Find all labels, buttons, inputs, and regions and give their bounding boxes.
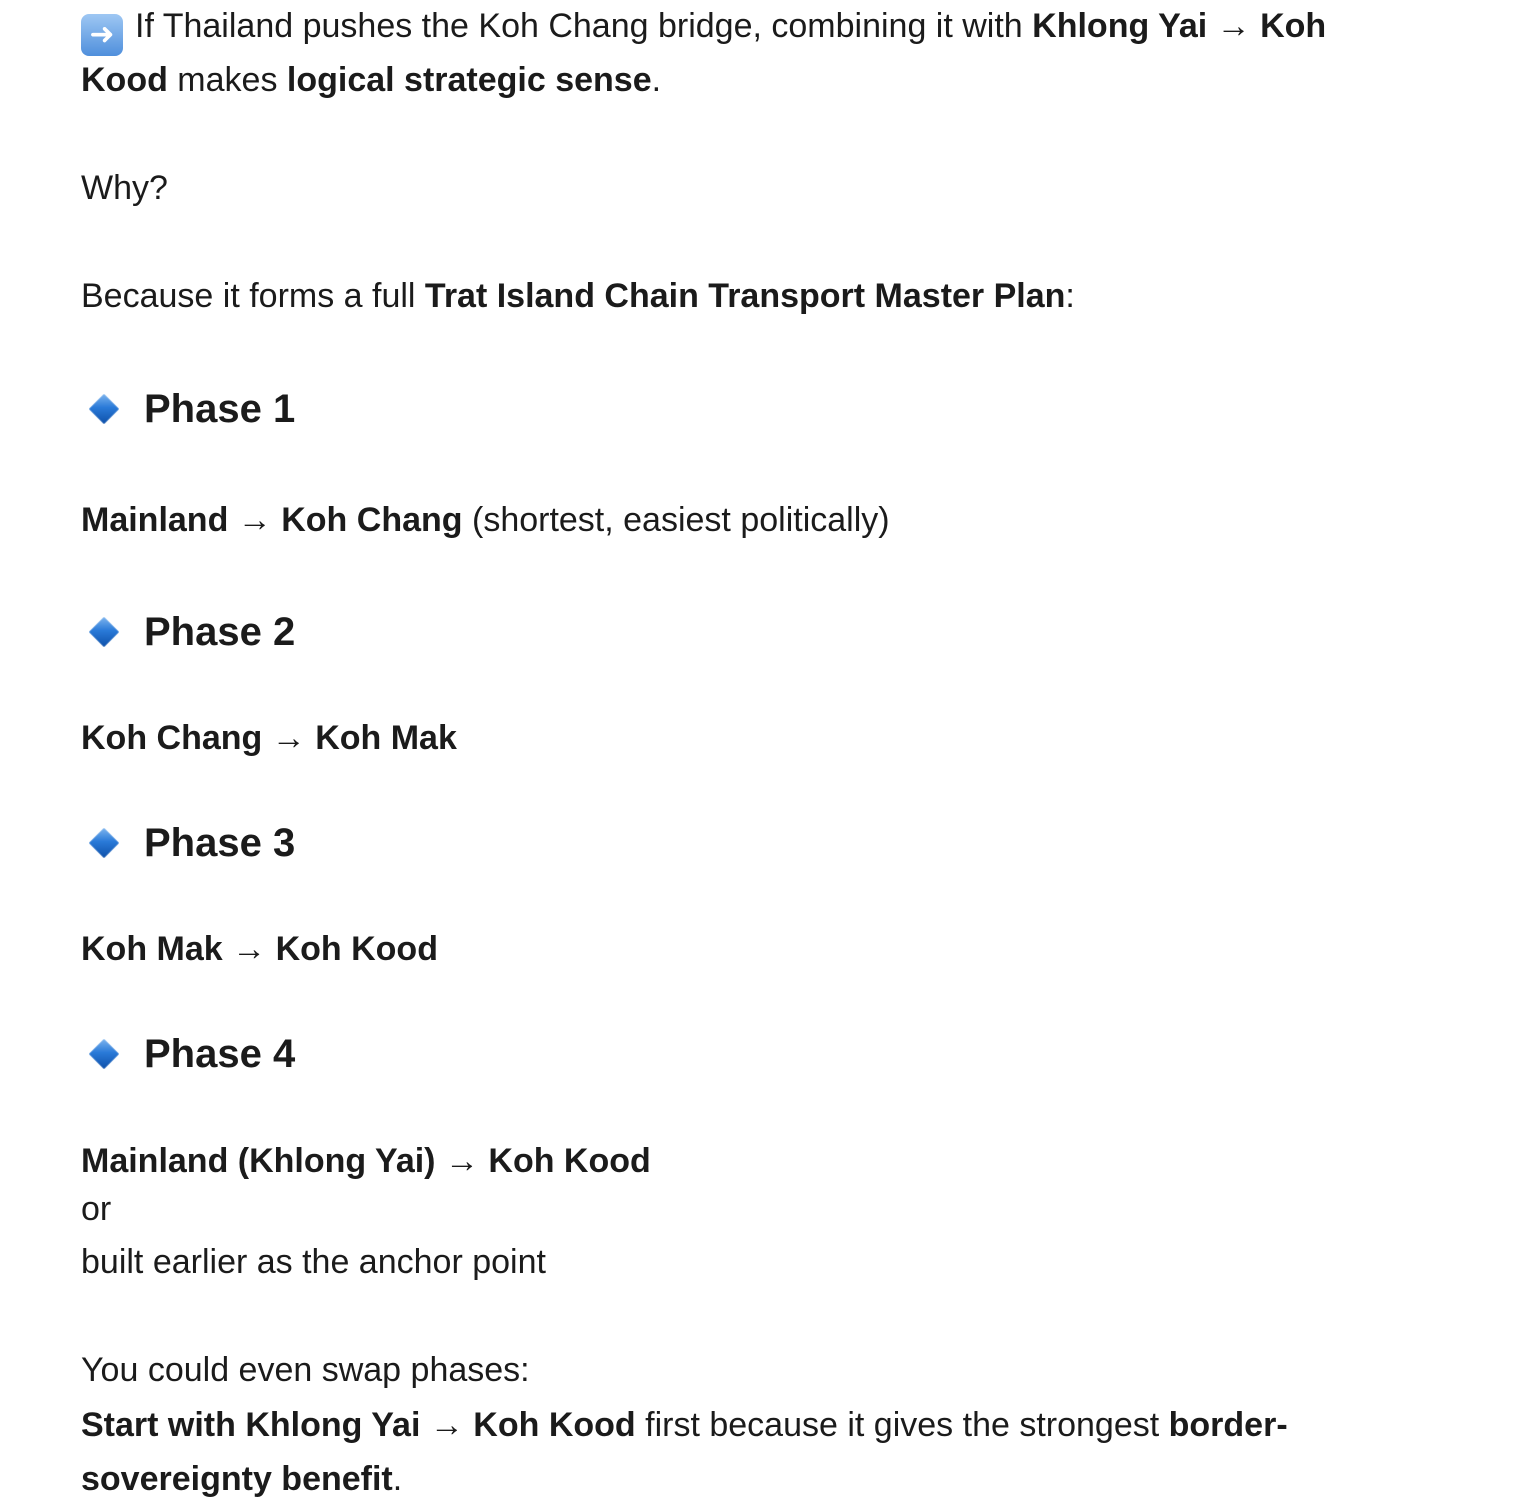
why-text: Why? [81, 169, 168, 207]
phase-1-route-line [81, 498, 890, 542]
phase-1-title: Phase 1 [144, 387, 296, 431]
phase-3-route-line [81, 927, 438, 971]
phase-3-heading [81, 818, 295, 868]
master-plan-title: Trat Island Chain Transport Master Plan [424, 277, 1066, 315]
intro-line-1 [81, 4, 1326, 56]
phase-4-route-line [81, 1139, 651, 1183]
blue-diamond-icon [89, 394, 120, 425]
phase-1-heading [81, 384, 295, 434]
phase-4-heading [81, 1029, 295, 1079]
phase-4-or: or [81, 1190, 112, 1228]
intro-text: If Thailand pushes the Koh Chang bridge, combining it with [135, 7, 1033, 45]
phase-4-title: Phase 4 [144, 1032, 296, 1076]
because-text: Because it forms a full [81, 277, 425, 315]
because-line [81, 274, 1075, 318]
swap-intro: You could even swap phases: [81, 1351, 530, 1389]
phase-1-route: Mainland → Koh Chang [81, 501, 463, 539]
blue-diamond-icon [89, 828, 120, 859]
swap-line-1 [81, 1403, 1288, 1447]
right-arrow-icon: ➜ [81, 14, 123, 56]
phase-1-note: (shortest, easiest politically) [462, 501, 890, 539]
phase-2-route: Koh Chang → Koh Mak [81, 719, 457, 757]
swap-bold-border: border- [1168, 1406, 1288, 1444]
swap-bold-route: Start with Khlong Yai → Koh Kood [81, 1406, 636, 1444]
intro-bold-kood: Kood [81, 61, 168, 99]
intro-text-makes: makes [167, 61, 287, 99]
phase-2-route-line [81, 716, 457, 760]
phase-4-alt: built earlier as the anchor point [81, 1243, 546, 1281]
swap-line-2 [81, 1457, 402, 1501]
phase-3-title: Phase 3 [144, 821, 296, 865]
because-colon: : [1065, 277, 1075, 315]
intro-period: . [651, 61, 662, 99]
phase-3-route: Koh Mak → Koh Kood [81, 930, 438, 968]
intro-bold-route: Khlong Yai → Koh [1032, 7, 1327, 45]
phase-2-title: Phase 2 [144, 610, 296, 654]
phase-2-heading [81, 607, 295, 657]
swap-period: . [392, 1460, 403, 1498]
intro-bold-strategic: logical strategic sense [286, 61, 652, 99]
swap-text: first because it gives the strongest [635, 1406, 1169, 1444]
blue-diamond-icon [89, 617, 120, 648]
swap-bold-sovereignty: sovereignty benefit [81, 1460, 393, 1498]
blue-diamond-icon [89, 1039, 120, 1070]
intro-line-2 [81, 58, 661, 102]
phase-4-route: Mainland (Khlong Yai) → Koh Kood [81, 1142, 651, 1180]
